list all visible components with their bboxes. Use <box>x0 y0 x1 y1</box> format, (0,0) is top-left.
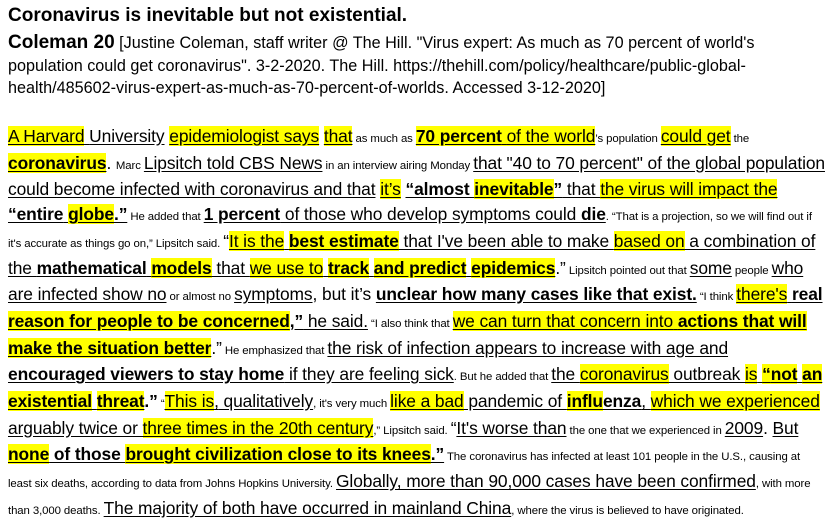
text-run: . <box>605 211 612 224</box>
text-run: “I think <box>696 291 737 304</box>
underlined-text-run: “almost <box>405 179 475 200</box>
text-run: . <box>453 371 460 384</box>
underlined-text-run: arguably twice or <box>8 417 143 438</box>
underlined-text-run: encouraged viewers to stay home <box>8 364 285 385</box>
underlined-text-run: that <box>211 257 250 278</box>
text-run: , with more than 3,000 deaths. <box>8 478 811 517</box>
highlighted-text-run: an existential <box>8 364 823 412</box>
text-run: He added that <box>127 211 204 224</box>
card-tag: Coronavirus is inevitable but not existential. <box>8 5 408 26</box>
underlined-text-run: It's worse than <box>456 417 567 438</box>
underlined-text-run: Lipsitch told CBS News <box>143 152 323 173</box>
highlighted-text-run: threat <box>96 391 145 412</box>
highlighted-text-run: epidemiologist says <box>169 126 320 146</box>
underlined-text-run: mathematical <box>36 257 147 278</box>
text-run: , it's very much <box>313 398 391 411</box>
text-run: . <box>763 417 773 438</box>
highlighted-text-run: is <box>744 364 758 385</box>
underlined-text-run: he said. <box>303 310 368 331</box>
text-run: “ <box>157 398 165 411</box>
underlined-text-run: of those who develop symptoms could <box>280 204 581 225</box>
underlined-text-run: real <box>791 284 823 305</box>
underlined-text-run: 2009 <box>724 417 764 438</box>
text-run: The coronavirus has infected at least 101 people in the U.S., causing at least six deaths, according to data from Johns Hopkins University. <box>8 451 801 491</box>
underlined-text-run: that I've been able to make <box>398 230 614 251</box>
highlighted-text-run: we can turn that concern into <box>452 310 674 331</box>
underlined-text-run: that <box>562 179 601 200</box>
text-run: .” <box>144 391 158 412</box>
underlined-text-run: who are infected show no <box>8 257 804 305</box>
highlighted-text-run: 70 percent <box>415 126 502 146</box>
text-run: .” <box>555 257 566 278</box>
underlined-text-run: .” <box>430 444 445 465</box>
highlighted-text-run: coronavirus <box>579 364 669 385</box>
highlighted-text-run: which we experienced <box>650 391 820 412</box>
highlighted-text-run: could get <box>660 126 731 146</box>
underlined-text-run: University <box>89 126 165 146</box>
highlighted-text-run: epidemics <box>471 257 556 278</box>
highlighted-text-run: of the world <box>506 126 596 146</box>
underlined-text-run: outbreak <box>668 364 745 385</box>
highlighted-text-run: we use to <box>249 257 324 278</box>
text-run: the one that we experienced in <box>566 424 725 437</box>
highlighted-text-run: like a bad <box>390 391 464 412</box>
underlined-text-run: the risk of infection appears to increase with age and <box>327 337 729 358</box>
underlined-text-run: 1 percent <box>203 204 281 225</box>
text-run: “I also think that <box>367 317 453 330</box>
highlighted-text-run: This is <box>164 391 215 412</box>
highlighted-text-run: models <box>151 257 212 278</box>
text-run: “That is a projection, so we will find out if it's accurate as things go on,” Lipsitch said. <box>8 211 812 250</box>
underlined-text-run: pandemic of <box>463 391 567 412</box>
underlined-text-run: enza <box>602 391 642 412</box>
highlighted-text-run: influ <box>566 391 603 412</box>
citation-author: Coleman 20 <box>8 32 115 53</box>
text-run: . <box>106 152 116 173</box>
text-run: .” <box>211 337 222 358</box>
text-run: in an interview airing Monday <box>322 159 474 172</box>
underlined-text-run: The majority of both have occurred in mainland China <box>103 497 512 518</box>
citation <box>8 32 824 100</box>
highlighted-text-run: actions that will make the situation better <box>8 310 807 358</box>
underlined-text-run: unclear how many cases like that exist. <box>375 284 697 305</box>
text-run: Lipsitch pointed out that <box>565 264 690 277</box>
underlined-text-run: , <box>214 391 219 412</box>
highlighted-text-run: not <box>770 364 798 385</box>
highlighted-text-run: the virus will impact the <box>600 179 778 200</box>
underlined-text-run: the <box>551 364 580 385</box>
text-run: ,” Lipsitch said. <box>373 424 451 437</box>
underlined-text-run: “entire <box>8 204 64 225</box>
highlighted-text-run: A Harvard <box>8 126 85 146</box>
highlighted-text-run: there's <box>736 284 788 305</box>
text-run: Marc <box>115 159 144 172</box>
underlined-text-run: if they are feeling sick <box>284 364 454 385</box>
text-run: “ <box>223 230 229 251</box>
highlighted-text-run: brought civilization close to its knees <box>125 444 431 465</box>
underlined-text-run: , <box>641 391 651 412</box>
highlighted-text-run: it’s <box>380 179 401 200</box>
underlined-text-run: die <box>580 204 606 225</box>
underlined-text-run: ,” <box>289 310 304 331</box>
highlighted-text-run: none <box>8 444 50 465</box>
highlighted-text-run: track <box>327 257 370 278</box>
text-run: He emphasized that <box>221 344 328 357</box>
highlighted-text-run: and predict <box>373 257 467 278</box>
underlined-text-run: Globally, more than 90,000 cases have been confirmed <box>336 471 756 492</box>
text-run: ’s population <box>595 133 661 145</box>
highlighted-text-run: based on <box>613 230 685 251</box>
underlined-text-run: .” <box>113 204 128 225</box>
underlined-text-run <box>92 391 97 411</box>
highlighted-text-run: globe <box>68 204 114 225</box>
highlighted-text-run: It is the <box>228 230 285 251</box>
text-run: , but it’s <box>312 284 376 305</box>
highlighted-text-run: reason for people to be concerned <box>8 310 290 331</box>
highlighted-text-run: “ <box>762 364 771 385</box>
text-run: But he added that <box>459 371 552 384</box>
highlighted-text-run: inevitable <box>474 179 554 200</box>
underlined-text-run: But <box>772 417 799 438</box>
highlighted-text-run: best estimate <box>288 230 399 251</box>
text-run: the <box>730 133 750 145</box>
underlined-text-run: qualitatively <box>218 391 314 412</box>
text-run: or almost no <box>166 291 235 304</box>
highlighted-text-run: coronavirus <box>8 152 107 173</box>
highlighted-text-run: three times in the 20th century <box>142 417 374 438</box>
text-run: people <box>731 264 772 277</box>
underlined-text-run: some <box>689 257 732 278</box>
citation-info: [Justine Coleman, staff writer @ The Hill. "Virus expert: As much as 70 percent of world's population could get coronavirus". 3-2-2020. The Hill. https://thehill.com/policy/healthcare/public-global-health/485602-virus-expert-as-much-as-70-percent-of-worlds. Accessed 3-12-2020] <box>8 34 755 97</box>
text-run: , where the virus is believed to have originated. <box>511 504 744 517</box>
underlined-text-run: that "40 to 70 percent" of the global population could become infected with coronavirus and that <box>8 152 825 200</box>
underlined-text-run: of those <box>49 444 126 465</box>
underlined-text-run: ” <box>553 179 563 200</box>
underlined-text-run: symptoms <box>234 284 313 305</box>
card-body <box>8 125 826 524</box>
highlighted-text-run <box>502 126 507 146</box>
highlighted-text-run: that <box>323 126 353 146</box>
underlined-text-run: a combination of the <box>8 230 816 278</box>
text-run: as much as <box>352 133 416 145</box>
text-run: “ <box>450 417 457 438</box>
